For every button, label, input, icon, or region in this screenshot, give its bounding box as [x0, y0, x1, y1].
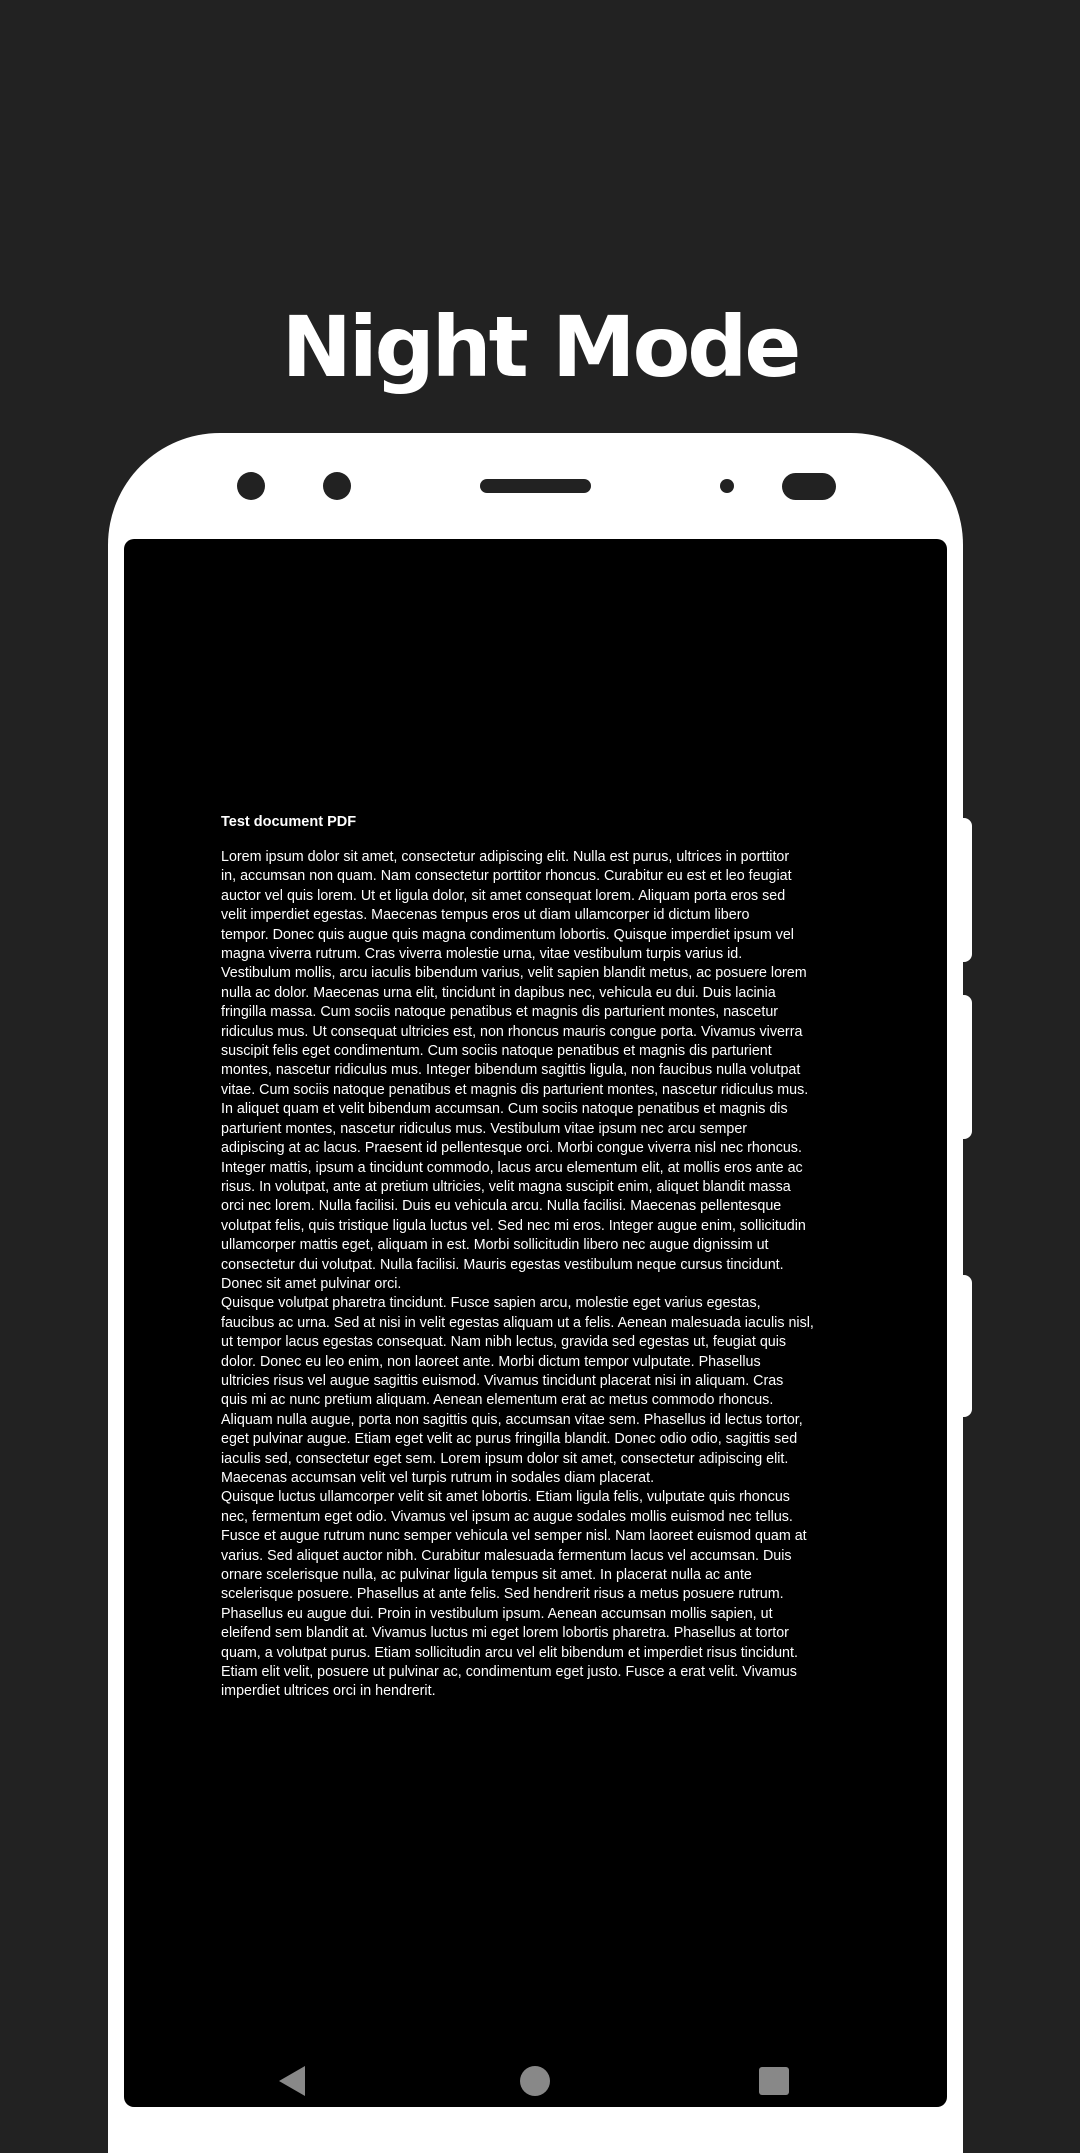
document-paragraph: Quisque volutpat pharetra tincidunt. Fusce sapien arcu, molestie eget varius egestas, faucibus ac urna. Sed at nisi in velit egestas aliquam ut a felis. Aenean malesuada iaculis nisl, ut tempor lacus egestas consequat. Nam nibh lectus, gravida sed egestas ut, feugiat quis dolor. Donec eu leo enim, non laoreet ante. Morbi dictum tempor vulputate. Phasellus ultricies risus vel augue sagittis euismod. Vivamus tincidunt placerat nisi in aliquam. Cras quis mi ac nunc pretium aliquam. Aenean elementum erat ac metus commodo rhoncus. Aliquam nulla augue, porta non sagittis quis, accumsan vitae sem. Phasellus id lectus tortor, eget pulvinar augue. Etiam eget velit ac purus fringilla blandit. Donec odio odio, sagittis sed iaculis sed, consectetur eget sem. Lorem ipsum dolor sit amet, consectetur adipiscing elit. Maecenas accumsan velit vel turpis rutrum in sodales diam placerat.	[221, 1295, 814, 1486]
headline: Night Mode	[281, 298, 799, 396]
earpiece-speaker-icon	[480, 479, 591, 493]
back-icon[interactable]	[279, 2066, 305, 2096]
home-icon[interactable]	[520, 2066, 550, 2096]
document-paragraph: Quisque luctus ullamcorper velit sit amet lobortis. Etiam ligula felis, vulputate quis rhoncus nec, fermentum eget odio. Vivamus vel ipsum ac augue sodales mollis euismod nec tellus. Fusce et augue rutrum nunc semper vehicula vel semper nisl. Nam laoreet euismod quam at varius. Sed aliquet auctor nibh. Curabitur malesuada fermentum lacus vel accumsan. Duis ornare scelerisque nulla, ac pulvinar ligula tempus sit amet. In placerat nulla ac ante scelerisque posuere. Phasellus at ante felis. Sed hendrerit risus a metus posuere rutrum. Phasellus eu augue dui. Proin in vestibulum ipsum. Aenean accumsan mollis sapien, ut eleifend sem blandit at. Vivamus luctus mi eget lorem lobortis pharetra. Phasellus at tortor quam, a volutpat purus. Etiam sollicitudin arcu vel elit bibendum et imperdiet risus tincidunt. Etiam elit velit, posuere ut pulvinar ac, condimentum eget justo. Fusce a erat velit. Vivamus imperdiet ultrices orci in hendrerit.	[221, 1489, 807, 1700]
phone-screen	[124, 539, 947, 2107]
power-button	[960, 818, 972, 962]
document-paragraph: Lorem ipsum dolor sit amet, consectetur adipiscing elit. Nulla est purus, ultrices in porttitor in, accumsan non quam. Nam consectetur porttitor rhoncus. Curabitur eu est et leo feugiat auctor vel quis lorem. Ut et ligula dolor, sit amet consequat lorem. Aliquam porta eros sed velit imperdiet egestas. Maecenas tempus eros ut diam ullamcorper id dictum libero tempor. Donec quis augue quis magna condimentum lobortis. Quisque imperdiet ipsum vel magna viverra rutrum. Cras viverra molestie urna, vitae vestibulum turpis varius id. Vestibulum mollis, arcu iaculis bibendum varius, velit sapien blandit metus, ac posuere lorem nulla ac dolor. Maecenas urna elit, tincidunt in dapibus nec, vehicula eu dui. Duis lacinia fringilla massa. Cum sociis natoque penatibus et magnis dis parturient montes, nascetur ridiculus mus. Ut consequat ultricies est, non rhoncus mauris congue porta. Vivamus viverra suscipit felis eget condimentum. Cum sociis natoque penatibus et magnis dis parturient montes, nascetur ridiculus mus. Integer bibendum sagittis ligula, non faucibus nulla volutpat vitae. Cum sociis natoque penatibus et magnis dis parturient montes, nascetur ridiculus mus. In aliquet quam et velit bibendum accumsan. Cum sociis natoque penatibus et magnis dis parturient montes, nascetur ridiculus mus. Vestibulum vitae ipsum nec arcu semper adipiscing at ac lacus. Praesent id pellentesque orci. Morbi congue viverra nisl nec rhoncus. Integer mattis, ipsum a tincidunt commodo, lacus arcu elementum elit, at mollis eros ante ac risus. In volutpat, ante at pretium ultricies, velit magna suscipit enim, aliquet blandit massa orci nec lorem. Nulla facilisi. Duis eu vehicula arcu. Nulla facilisi. Maecenas pellentesque volutpat felis, quis tristique ligula luctus vel. Sed nec mi eros. Integer augue enim, sollicitudin ullamcorper mattis eget, aliquam in est. Morbi sollicitudin libero nec augue dignissim ut consectetur dui volutpat. Nulla facilisi. Mauris egestas vestibulum neque cursus tincidunt. Donec sit amet pulvinar orci.	[221, 849, 809, 1292]
navigation-bar	[124, 2059, 947, 2099]
recents-icon[interactable]	[759, 2067, 789, 2095]
volume-down-button	[960, 1275, 972, 1417]
light-sensor-icon	[720, 479, 734, 493]
document-title: Test document PDF	[221, 814, 357, 830]
flash-icon	[782, 473, 836, 500]
pdf-page[interactable]	[221, 814, 853, 1702]
volume-up-button	[960, 995, 972, 1139]
proximity-sensor-icon	[323, 472, 351, 500]
front-camera-icon	[237, 472, 265, 500]
